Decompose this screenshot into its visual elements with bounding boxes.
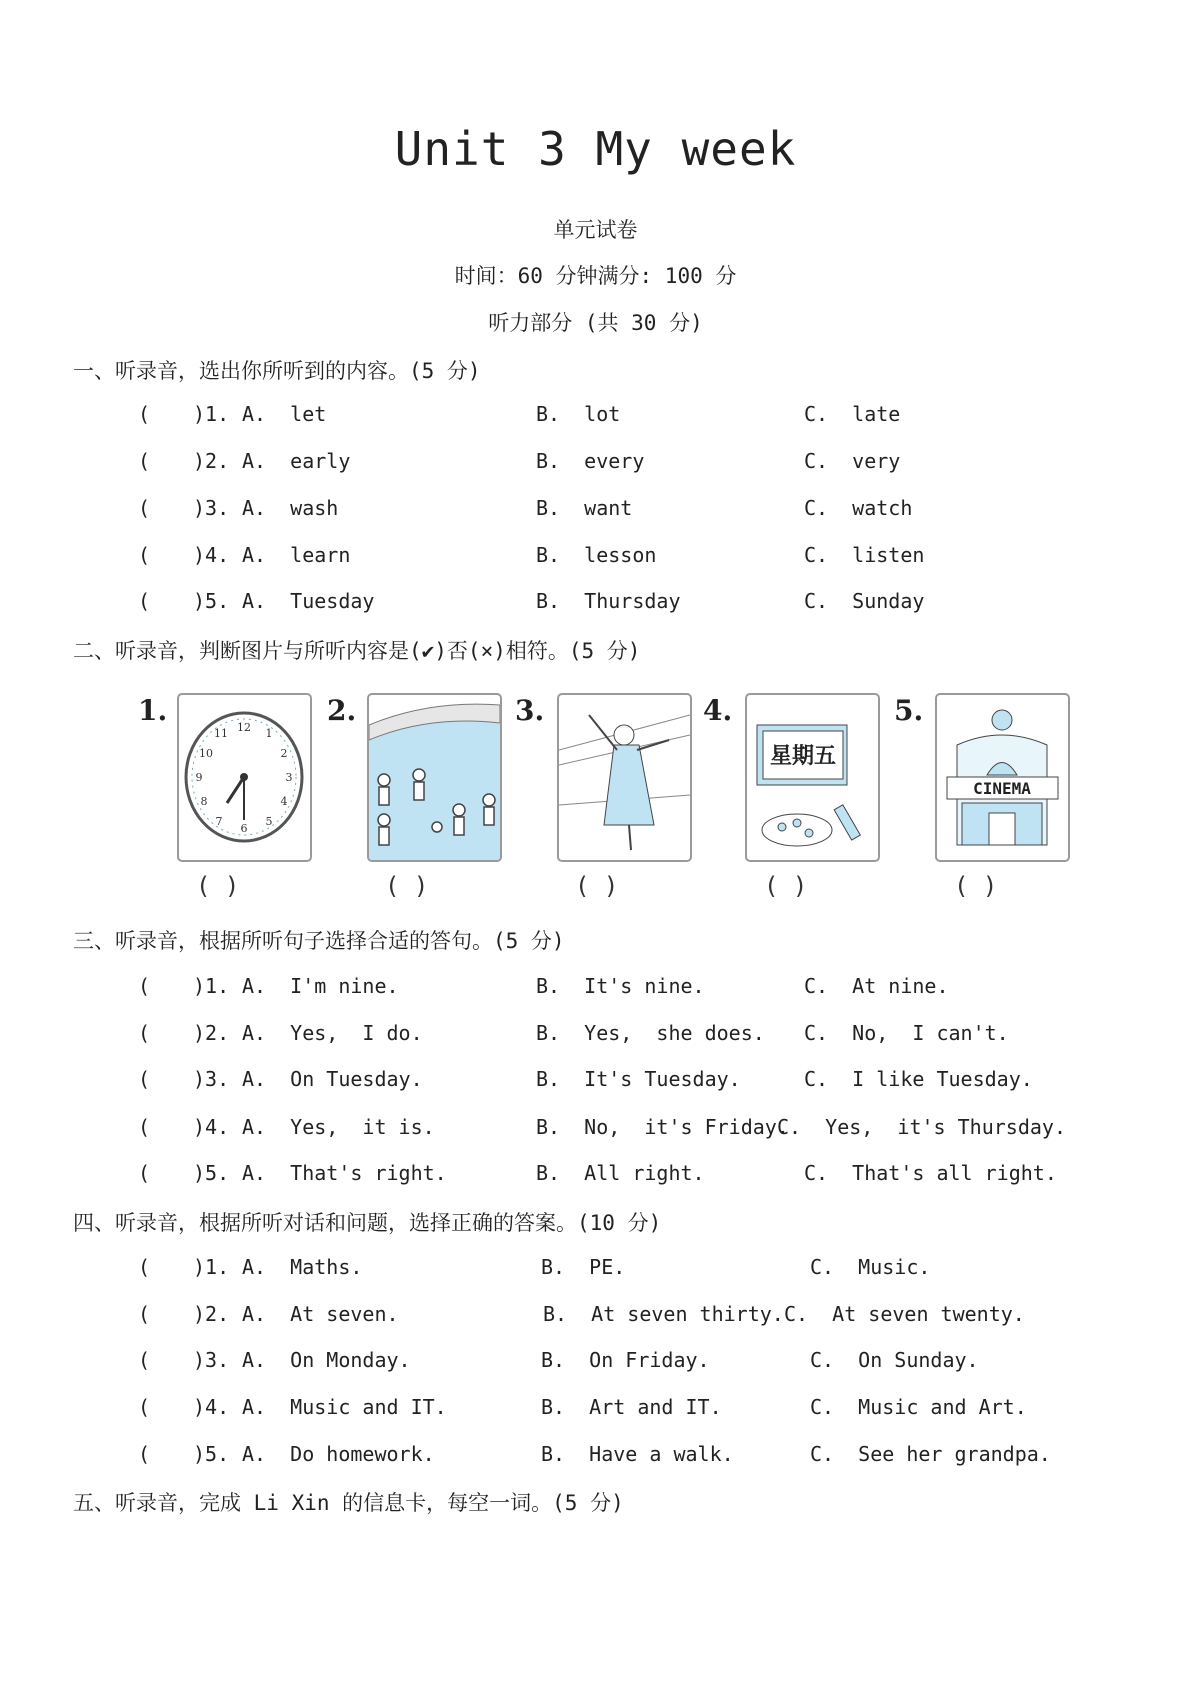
answer-blank[interactable]: (	[138, 1067, 151, 1091]
answer-paren-2[interactable]: ( )	[385, 872, 429, 900]
answer-blank[interactable]: (	[138, 1348, 151, 1372]
section-2-heading: 二、听录音，判断图片与所听内容是(✔)否(×)相符。(5 分)	[73, 639, 641, 663]
football-picture	[367, 693, 502, 862]
option-a: A. Yes, it is.	[242, 1115, 435, 1139]
option-a: A. On Tuesday.	[242, 1067, 423, 1091]
svg-text:8: 8	[200, 795, 208, 808]
question-number: )1.	[193, 402, 230, 426]
section-5-heading: 五、听录音，完成 Li Xin 的信息卡，每空一词。(5 分)	[73, 1491, 624, 1515]
calendar-picture	[745, 693, 880, 862]
answer-blank[interactable]: (	[138, 974, 151, 998]
option-c: C. Yes, it's Thursday.	[777, 1115, 1066, 1139]
option-b: B. It's nine.	[536, 974, 705, 998]
svg-text:6: 6	[240, 822, 248, 835]
option-b: B. On Friday.	[541, 1348, 710, 1372]
option-c: C. At nine.	[804, 974, 949, 998]
answer-paren-1[interactable]: ( )	[196, 872, 240, 900]
question-number: )4.	[193, 543, 230, 567]
option-b: B. want	[536, 496, 633, 520]
section-3-heading: 三、听录音，根据所听句子选择合适的答句。(5 分)	[73, 929, 565, 953]
question-number: )4.	[193, 1395, 230, 1419]
svg-text:7: 7	[215, 815, 223, 828]
calendar-label: 星期五	[769, 744, 837, 769]
answer-blank[interactable]: (	[138, 1021, 151, 1045]
answer-blank[interactable]: (	[138, 1255, 151, 1279]
option-a: A. Tuesday	[242, 589, 375, 613]
section-1-heading: 一、听录音，选出你所听到的内容。(5 分)	[73, 359, 481, 383]
question-number: )1.	[193, 974, 230, 998]
svg-text:3: 3	[285, 771, 293, 784]
question-number: )1.	[193, 1255, 230, 1279]
calendar-friday-art-icon	[747, 695, 878, 860]
svg-text:1: 1	[265, 727, 273, 740]
question-number: )5.	[193, 589, 230, 613]
svg-text:12: 12	[237, 721, 251, 734]
answer-blank[interactable]: (	[138, 1115, 151, 1139]
answer-blank[interactable]: (	[138, 1302, 151, 1326]
option-c: C. very	[804, 449, 901, 473]
option-c: C. I like Tuesday.	[804, 1067, 1033, 1091]
answer-paren-3[interactable]: ( )	[575, 872, 619, 900]
option-b: B. every	[536, 449, 645, 473]
option-a: A. Do homework.	[242, 1442, 435, 1466]
answer-paren-5[interactable]: ( )	[954, 872, 998, 900]
option-b: B. PE.	[541, 1255, 626, 1279]
section-4-heading: 四、听录音，根据所听对话和问题，选择正确的答案。(10 分)	[73, 1211, 662, 1235]
option-a: A. wash	[242, 496, 339, 520]
option-a: A. learn	[242, 543, 351, 567]
page-title: Unit 3 My week	[394, 122, 797, 176]
option-c: C. Sunday	[804, 589, 925, 613]
option-a: A. early	[242, 449, 351, 473]
dancing-picture	[557, 693, 692, 862]
option-b: B. No, it's Friday.	[536, 1115, 789, 1139]
option-b: B. Have a walk.	[541, 1442, 734, 1466]
question-number: )5.	[193, 1442, 230, 1466]
girl-dancing-icon	[559, 695, 690, 860]
answer-blank[interactable]: (	[138, 1395, 151, 1419]
clock-icon	[179, 695, 310, 860]
option-a: A. Maths.	[242, 1255, 363, 1279]
question-number: )3.	[193, 496, 230, 520]
option-c: C. listen	[804, 543, 925, 567]
time-and-score: 时间：60 分钟满分: 100 分	[454, 264, 737, 288]
question-number: )2.	[193, 1302, 230, 1326]
answer-blank[interactable]: (	[138, 1442, 151, 1466]
option-b: B. lesson	[536, 543, 657, 567]
svg-text:9: 9	[195, 771, 203, 784]
answer-blank[interactable]: (	[138, 543, 151, 567]
option-c: C. That's all right.	[804, 1161, 1057, 1185]
question-number: )4.	[193, 1115, 230, 1139]
answer-blank[interactable]: (	[138, 496, 151, 520]
option-a: A. let	[242, 402, 327, 426]
option-b: B. It's Tuesday.	[536, 1067, 741, 1091]
question-number: )2.	[193, 1021, 230, 1045]
picture-number-3: 3.	[515, 694, 545, 727]
option-a: A. On Monday.	[242, 1348, 411, 1372]
option-a: A. At seven.	[242, 1302, 399, 1326]
answer-blank[interactable]: (	[138, 1161, 151, 1185]
question-number: )3.	[193, 1067, 230, 1091]
option-a: A. Yes, I do.	[242, 1021, 423, 1045]
option-c: C. See her grandpa.	[810, 1442, 1051, 1466]
option-b: B. Yes, she does.	[536, 1021, 765, 1045]
option-b: B. Art and IT.	[541, 1395, 722, 1419]
cinema-label: CINEMA	[973, 779, 1031, 798]
answer-blank[interactable]: (	[138, 402, 151, 426]
option-b: B. lot	[536, 402, 621, 426]
cinema-picture	[935, 693, 1070, 862]
option-b: B. Thursday	[536, 589, 681, 613]
listening-part-heading: 听力部分 (共 30 分)	[488, 311, 703, 335]
picture-number-4: 4.	[703, 694, 733, 727]
svg-text:2: 2	[280, 747, 288, 760]
picture-number-2: 2.	[327, 694, 357, 727]
svg-text:5: 5	[265, 815, 273, 828]
answer-paren-4[interactable]: ( )	[764, 872, 808, 900]
option-b: B. All right.	[536, 1161, 705, 1185]
children-playing-football-icon	[369, 695, 500, 860]
answer-blank[interactable]: (	[138, 589, 151, 613]
question-number: )3.	[193, 1348, 230, 1372]
option-a: A. That's right.	[242, 1161, 447, 1185]
answer-blank[interactable]: (	[138, 449, 151, 473]
svg-text:10: 10	[199, 747, 213, 760]
option-c: C. Music and Art.	[810, 1395, 1027, 1419]
exam-subtitle: 单元试卷	[553, 218, 638, 242]
option-c: C. At seven twenty.	[784, 1302, 1025, 1326]
picture-number-1: 1.	[138, 694, 168, 727]
option-a: A. I'm nine.	[242, 974, 399, 998]
picture-number-5: 5.	[894, 694, 924, 727]
cinema-building-icon	[937, 695, 1068, 860]
svg-text:11: 11	[214, 727, 228, 740]
clock-picture	[177, 693, 312, 862]
question-number: )5.	[193, 1161, 230, 1185]
option-b: B. At seven thirty.	[543, 1302, 784, 1326]
option-c: C. watch	[804, 496, 913, 520]
option-c: C. Music.	[810, 1255, 931, 1279]
option-c: C. No, I can't.	[804, 1021, 1009, 1045]
question-number: )2.	[193, 449, 230, 473]
option-c: C. late	[804, 402, 901, 426]
option-a: A. Music and IT.	[242, 1395, 447, 1419]
svg-text:4: 4	[280, 795, 288, 808]
option-c: C. On Sunday.	[810, 1348, 979, 1372]
